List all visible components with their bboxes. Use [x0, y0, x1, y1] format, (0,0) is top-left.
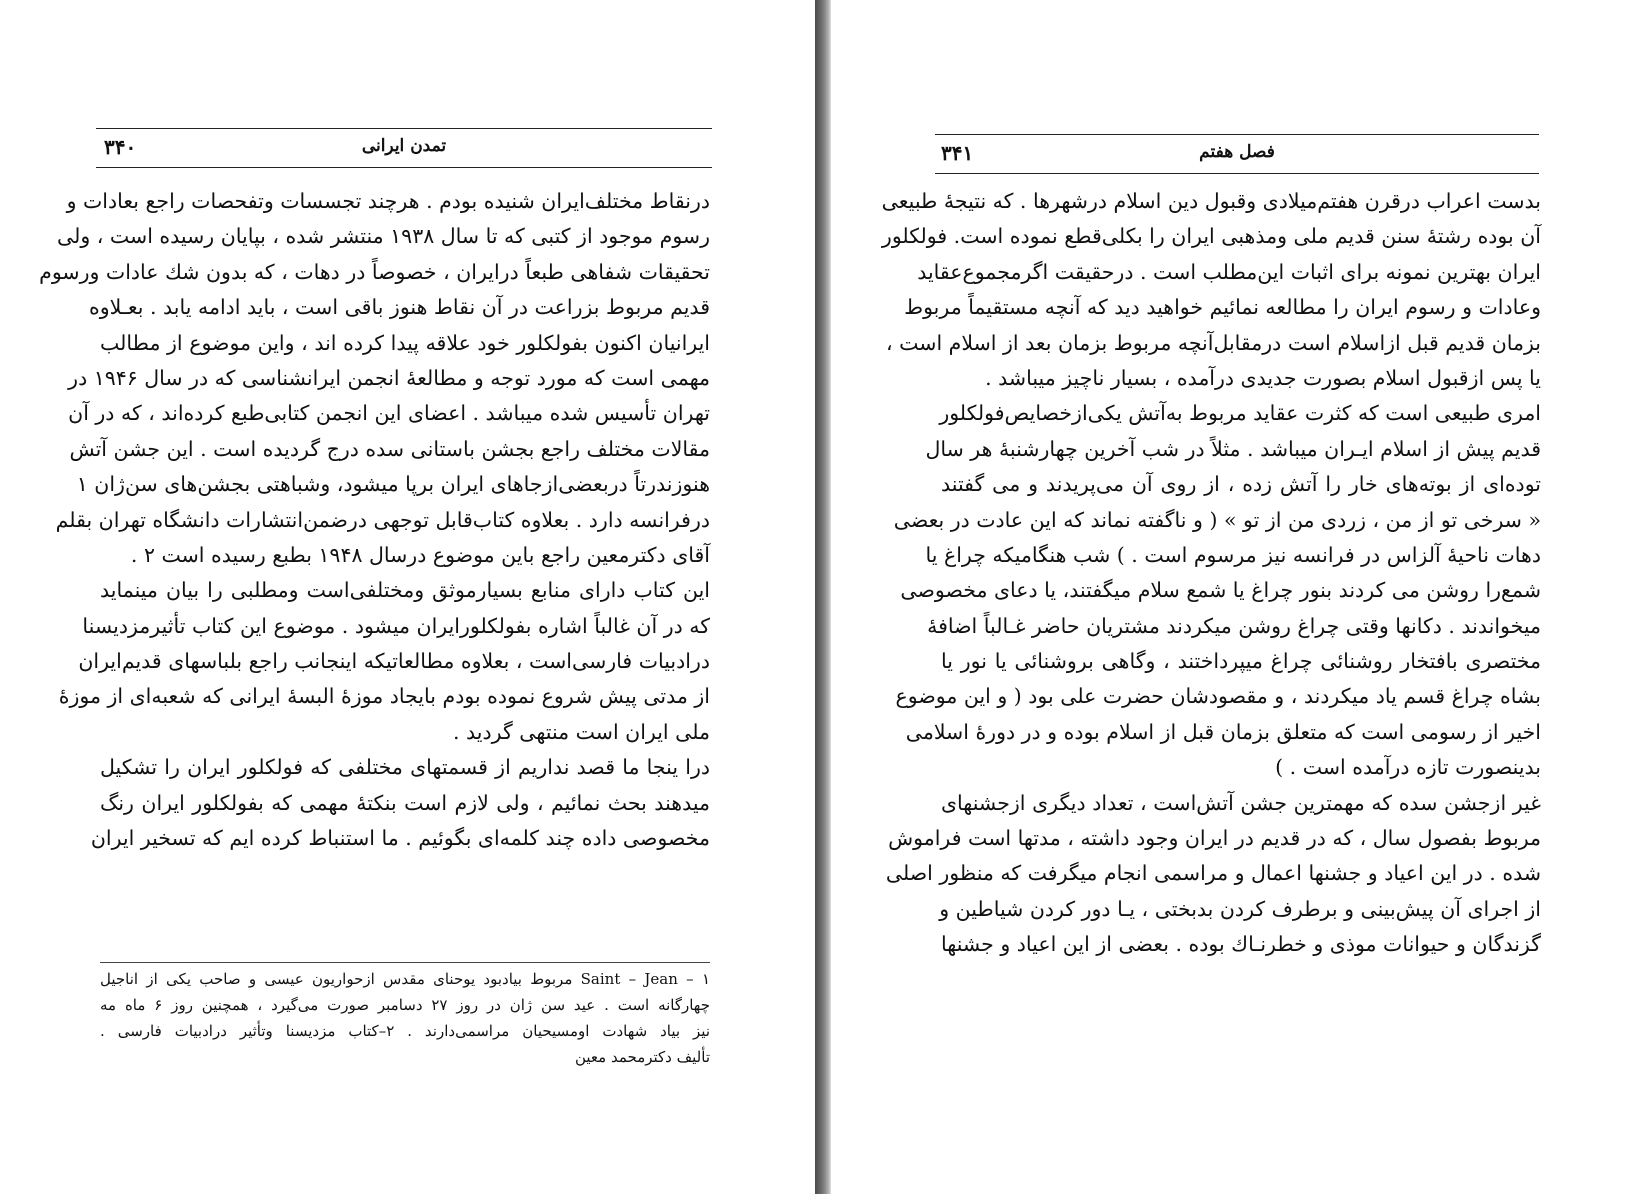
right-page-running-title: فصل هفتم — [1199, 142, 1275, 162]
text-line: ایرانیان اکنون بفولکلور خود علاقه پیدا کرده اند ، واین موضوع از مطالب — [100, 330, 710, 355]
book-gutter — [815, 0, 831, 1194]
text-line: میدهند بحث نمائیم ، ولی لازم است بنکتهٔ مهمی که بفولکلور ایران رنگ — [100, 790, 710, 815]
text-line: یا پس ازقبول اسلام بصورت جدیدی درآمده ، بسیار ناچیز میباشد . — [985, 365, 1541, 390]
text-line: هنوزندرتاً دربعضی‌ازجاهای ایران برپا میشود، وشباهتی بجشن‌های سن‌ژان ۱ — [76, 472, 710, 497]
text-line: درفرانسه دارد . بعلاوه کتاب‌قابل توجهی درضمن‌انتشارات دانشگاه تهران بقلم — [55, 507, 710, 532]
left-page-body-text — [39, 184, 710, 856]
text-line: « سرخی تو از من ، زردی من از تو » ( و ناگفته نماند که این عادت در بعضی — [893, 507, 1541, 532]
footnote-divider — [100, 962, 710, 963]
text-line: غیر ازجشن سده که مهمترین جشن آتش‌است ، تعداد دیگری ازجشنهای — [941, 790, 1541, 815]
right-page-number: ۳۴۱ — [941, 141, 974, 165]
text-line: درادبیات فارسی‌است ، بعلاوه مطالعاتیکه اینجانب راجع بلباسهای قدیم‌ایران — [78, 649, 710, 674]
text-line: شمع‌را روشن می کردند بنور چراغ یا شمع سلام میگفتند، یا دعای مخصوصی — [900, 578, 1541, 603]
text-line: مربوط بفصول سال ، که در قدیم در ایران وجود داشته ، مدتها است فراموش — [888, 826, 1541, 851]
right-page-body-text — [881, 184, 1541, 963]
text-line: وعادات و رسوم ایران را مطالعه نمائیم خواهید دید که آنچه مستقیماً مربوط — [904, 295, 1541, 320]
text-line: توده‌ای از بوته‌های خار را آتش زده ، از روی آن می‌پریدند و می گفتند — [941, 472, 1541, 497]
text-line: از مدتی پیش شروع نموده بودم بایجاد موزهٔ البسهٔ ایرانی که شعبه‌ای از موزهٔ — [58, 684, 710, 709]
text-line: آن بوده رشتهٔ سنن قدیم ملی ومذهبی ایران را بکلی‌قطع نموده است. فولکلور — [881, 224, 1541, 249]
text-line: از اجرای آن پیش‌بینی و برطرف کردن بدبختی ، یـا دور کردن شیاطین و — [939, 896, 1541, 921]
footnote-line: تألیف دکترمحمد معین — [574, 1048, 710, 1066]
right-page-header — [935, 134, 1539, 174]
text-line: شده . در این اعیاد و جشنها اعمال و مراسمی انجام میگرفت که منظور اصلی — [885, 861, 1541, 886]
text-line: دهات ناحیهٔ آلزاس در فرانسه نیز مرسوم است . ) شب هنگامیکه چراغ یا — [925, 542, 1541, 567]
text-line: اخیر از رسومی است که متعلق بزمان قبل از اسلام بوده و در دورهٔ اسلامی — [905, 719, 1541, 744]
left-page-number: ۳۴۰ — [104, 135, 137, 159]
left-page-header — [96, 128, 712, 168]
left-page — [0, 0, 815, 1194]
text-line: مختصری بافتخار روشنائی چراغ میپرداختند ، وگاهی بروشنائی یا نور یا — [941, 649, 1541, 674]
text-line: امری طبیعی است که کثرت عقاید مربوط به‌آتش یکی‌ازخصایص‌فولکلور — [939, 401, 1541, 426]
footnote-line: نیز بیاد شهادت اومسیحیان مراسمی‌دارند . ۲–کتاب مزدیسنا وتأثیر درادبیات فارسی . — [100, 1022, 711, 1040]
text-line: مقالات مختلف راجع بجشن باستانی سده درج گردیده است . این جشن آتش — [69, 436, 710, 461]
text-line: گزندگان و حیوانات موذی و خطرنـاك بوده . بعضی از این اعیاد و جشنها — [941, 932, 1541, 957]
text-line: قدیم مربوط بزراعت در آن نقاط هنوز باقی است ، باید ادامه یابد . بعـلاوه — [89, 295, 710, 320]
text-line: درا ینجا ما قصد نداریم از قسمتهای مختلفی که فولکلور ایران را تشکیل — [100, 755, 710, 780]
right-page — [831, 0, 1642, 1194]
text-line: آقای دکترمعین راجع باین موضوع درسال ۱۹۴۸ بطبع رسیده است ۲ . — [130, 542, 710, 567]
text-line: بزمان قدیم قبل ازاسلام است درمقابل‌آنچه مربوط بزمان بعد از اسلام است ، — [886, 330, 1541, 355]
text-line: بشاه چراغ قسم یاد میکردند ، و مقصودشان حضرت علی بود ( و این موضوع — [895, 684, 1541, 709]
footnote-line: ۱ – Saint – Jean مربوط بیادبود یوحنای مقدس ازحواریون عیسی و صاحب یکی از اناجیل — [100, 970, 710, 988]
text-line: بدست اعراب درقرن هفتم‌میلادی وقبول دین اسلام درشهرها . که نتیجهٔ طبیعی — [881, 189, 1541, 213]
text-line: این کتاب دارای منابع بسیارموثق ومختلفی‌است ومطلبی را بیان مینماید — [100, 578, 710, 603]
text-line: میخواندند . دکانها وقتی چراغ روشن میکردند مشتریان حاضر غـالباً اضافهٔ — [927, 613, 1541, 638]
text-line: تحقیقات شفاهی طبعاً درایران ، خصوصاً در دهات ، که بدون شك عادات ورسوم — [39, 259, 710, 284]
text-line: تهران تأسیس شده میباشد . اعضای این انجمن کتابی‌طبع کرده‌اند ، که در آن — [68, 401, 710, 426]
text-line: مخصوصی داده چند کلمه‌ای بگوئیم . ما استنباط کرده ایم که تسخیر ایران — [90, 826, 710, 851]
footnote-line: چهارگانه است . عید سن ژان در روز ۲۷ دسامبر صورت می‌گیرد ، همچنین روز ۶ ماه مه — [100, 996, 710, 1014]
text-line: ایران بهترین نمونه برای اثبات این‌مطلب است . درحقیقت اگرمجموع‌عقاید — [917, 259, 1541, 284]
text-line: بدینصورت تازه درآمده است . ) — [1275, 755, 1541, 780]
left-page-running-title: تمدن ایرانی — [361, 136, 447, 156]
text-line: قدیم پیش از اسلام ایـران میباشد . مثلاً در شب آخرین چهارشنبهٔ هر سال — [925, 436, 1541, 461]
left-page-footnotes — [100, 966, 710, 1070]
text-line: درنقاط مختلف‌ایران شنیده بودم . هرچند تجسسات وتفحصات راجع بعادات و — [66, 189, 710, 213]
text-line: مهمی است که مورد توجه و مطالعهٔ انجمن ایرانشناسی که در سال ۱۹۴۶ در — [68, 365, 710, 390]
text-line: رسوم موجود از کتبی که تا سال ۱۹۳۸ منتشر شده ، بپایان رسیده است ، ولی — [57, 224, 710, 249]
text-line: که در آن غالباً اشاره بفولکلورایران میشود . موضوع این کتاب تأثیرمزدیسنا — [82, 613, 710, 638]
text-line: ملی ایران است منتهی گردید . — [453, 719, 710, 744]
